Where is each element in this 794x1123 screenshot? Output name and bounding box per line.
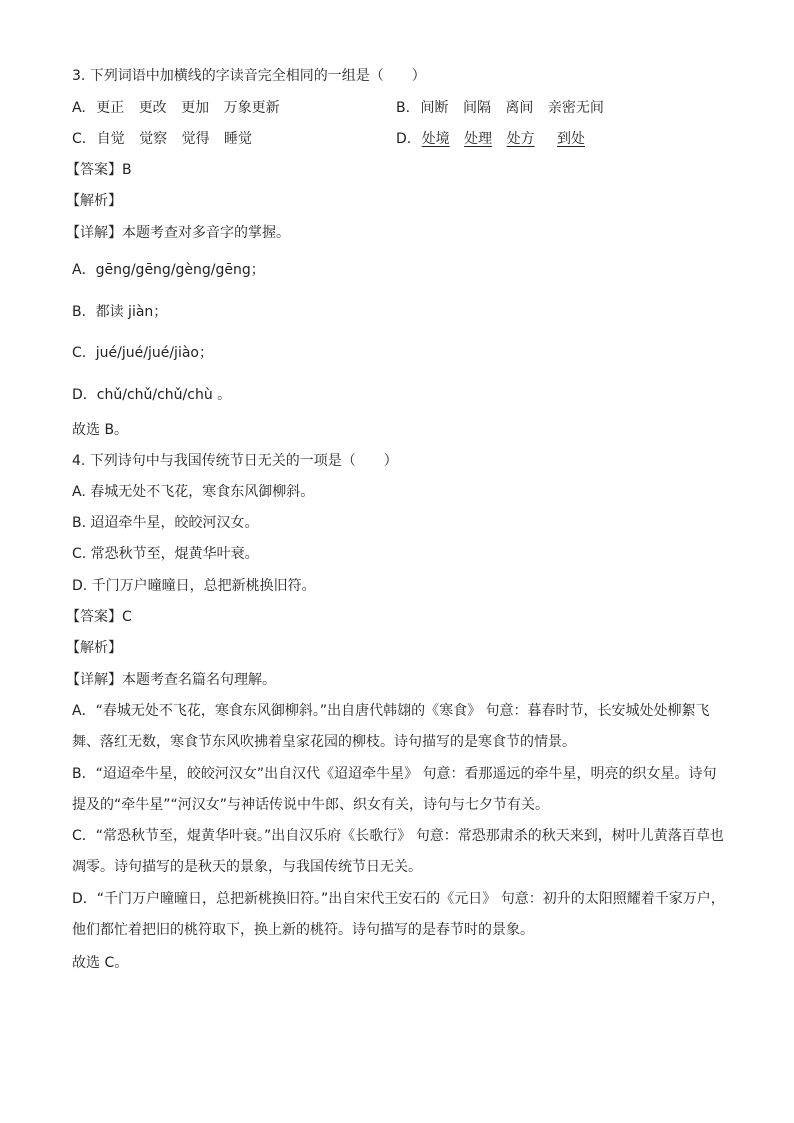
- q4-option-b: B. 迢迢牵牛星，皎皎河汉女。: [72, 515, 259, 531]
- q4-option-d: D. 千门万户曈曈日，总把新桃换旧符。: [72, 578, 316, 594]
- q4-explanation-c: C．“常恐秋节至，焜黄华叶衰。”出自汉乐府《长歌行》 句意：常恐那肃杀的秋天来到，树叶儿黄落百草也凋零。诗句描写的是秋天的景象，与我国传统节日无关。: [72, 828, 724, 875]
- q3-option-b: B. 间断 间隔 离间 亲密无间: [396, 100, 604, 116]
- q4-detail-heading: 【详解】本题考查名篇名句理解。: [66, 672, 276, 688]
- q3-option-d: D. 处境 处理 处方 到处: [396, 131, 586, 147]
- q3-explanation-d: D．chǔ/chǔ/chǔ/chù 。: [72, 387, 232, 403]
- q3-answer: 【答案】B: [66, 162, 132, 178]
- q4-option-a: A. 春城无处不飞花，寒食东风御柳斜。: [72, 484, 315, 500]
- q4-explanation-a: A．“春城无处不飞花，寒食东风御柳斜。”出自唐代韩翃的《寒食》 句意：暮春时节，长安城处处柳絮飞舞、落红无数，寒食节东风吹拂着皇家花园的柳枝。诗句描写的是寒食节的情景。: [72, 703, 710, 750]
- q3-stem: 3. 下列词语中加横线的字读音完全相同的一组是（ ）: [72, 68, 426, 84]
- q4-explanation-b: B．“迢迢牵牛星，皎皎河汉女”出自汉代《迢迢牵牛星》 句意：看那遥远的牵牛星，明亮的织女星。诗句提及的“牵牛星”“河汉女”与神话传说中牛郎、织女有关，诗句与七夕节有关。: [72, 766, 717, 813]
- q3-option-c: C. 自觉 觉察 觉得 睡觉: [72, 131, 253, 147]
- q4-explanation-d: D．“千门万户曈曈日，总把新桃换旧符。”出自宋代王安石的《元日》 句意：初升的太阳照耀着千家万户，他们都忙着把旧的桃符取下，换上新的桃符。诗句描写的是春节时的景象。: [72, 891, 725, 938]
- q3-analysis-heading: 【解析】: [66, 193, 122, 209]
- q4-analysis-heading: 【解析】: [66, 640, 122, 656]
- q3-explanation-c: C．jué/jué/jué/jiào；: [72, 345, 213, 361]
- q4-stem: 4. 下列诗句中与我国传统节日无关的一项是（ ）: [72, 453, 398, 469]
- q4-answer: 【答案】C: [66, 609, 132, 625]
- q3-option-a: A. 更正 更改 更加 万象更新: [72, 100, 280, 116]
- q4-conclusion: 故选 C。: [72, 955, 129, 971]
- q3-explanation-a: A．gēng/gēng/gèng/gēng；: [72, 262, 265, 278]
- q3-detail-heading: 【详解】本题考查对多音字的掌握。: [66, 225, 290, 241]
- q3-conclusion: 故选 B。: [72, 422, 129, 438]
- q3-explanation-b: B．都读 jiàn；: [72, 304, 168, 320]
- q4-option-c: C. 常恐秋节至，焜黄华叶衰。: [72, 546, 259, 562]
